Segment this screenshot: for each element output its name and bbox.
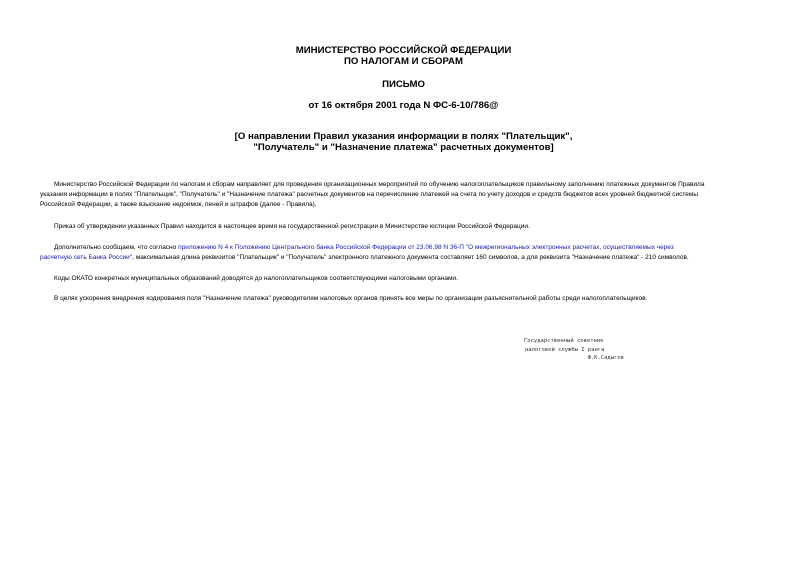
- paragraph-5-text: В целях ускорения внедрения кодирования поля "Назначение платежа" руководителям налоговых органов принять все меры по организации разъяснительной работы среди налогоплательщиков.: [54, 295, 648, 302]
- paragraph-3: [40, 243, 768, 263]
- document-type: ПИСЬМО: [382, 79, 425, 90]
- signature-name: Ф.К.Садыгов: [587, 355, 624, 361]
- paragraph-4-text: Коды ОКАТО конкретных муниципальных образований доводятся до налогоплательщиков соответствующими налоговыми органами.: [54, 275, 458, 282]
- paragraph-2: [40, 222, 768, 232]
- paragraph-3-line-1: [40, 243, 768, 253]
- signature-block: [524, 337, 624, 363]
- ministry-title-line2: ПО НАЛОГАМ И СБОРАМ: [344, 56, 463, 67]
- paragraph-1-line-1: Министерство Российской Федерации по налогам и сборам направляет для проведения организационных мероприятий по обучению налогоплательщиков правильному заполнению платежных документов Правила: [54, 181, 705, 188]
- paragraph-3-line-2: [40, 253, 768, 263]
- paragraph-5: [40, 294, 768, 304]
- document-date-number: от 16 октября 2001 года N ФС-6-10/786@: [308, 100, 499, 111]
- paragraph-1-line-2: указания информации в полях "Плательщик", "Получатель" и "Назначение платежа" расчетных документов на перечисление платежей на счета по учету доходов и средств бюджетов всех уровней бюджетной системы: [40, 191, 699, 198]
- regulation-link-part2[interactable]: расчетную сеть Банка России": [40, 254, 133, 261]
- signature-rank: налоговой службы I ранга: [525, 346, 605, 353]
- paragraph-4: [40, 274, 768, 284]
- paragraph-1: [40, 180, 768, 210]
- regulation-link-part1[interactable]: приложению N 4 к Положению Центрального банка Российской Федерации от 23.06.98 N 36-П "О межрегиональных электронных расчетах, осуществляемых через: [178, 244, 674, 251]
- paragraph-2-text: Приказ об утверждении указанных Правил находится в настоящее время на государственной регистрации в Министерстве юстиции Российской Федерации.: [54, 223, 530, 230]
- ministry-title-line1: МИНИСТЕРСТВО РОССИЙСКОЙ ФЕДЕРАЦИИ: [295, 45, 512, 56]
- signature-title: Государственный советник: [524, 338, 604, 344]
- paragraph-1-line-3: Российской Федерации, а также взыскание недоимок, пеней и штрафов (далее - Правила).: [40, 201, 317, 208]
- subject-line2: "Получатель" и "Назначение платежа" расчетных документов]: [253, 142, 554, 153]
- paragraph-3-intro: Дополнительно сообщаем, что согласно: [54, 244, 179, 251]
- subject-line1: [О направлении Правил указания информации в полях "Плательщик",: [234, 131, 573, 142]
- paragraph-3-rest: , максимальная длина реквизитов "Плательщик" и "Получатель" электронного платежного документа составляет 160 символов, а для реквизита "Назначение платежа" - 210 символов.: [132, 254, 689, 261]
